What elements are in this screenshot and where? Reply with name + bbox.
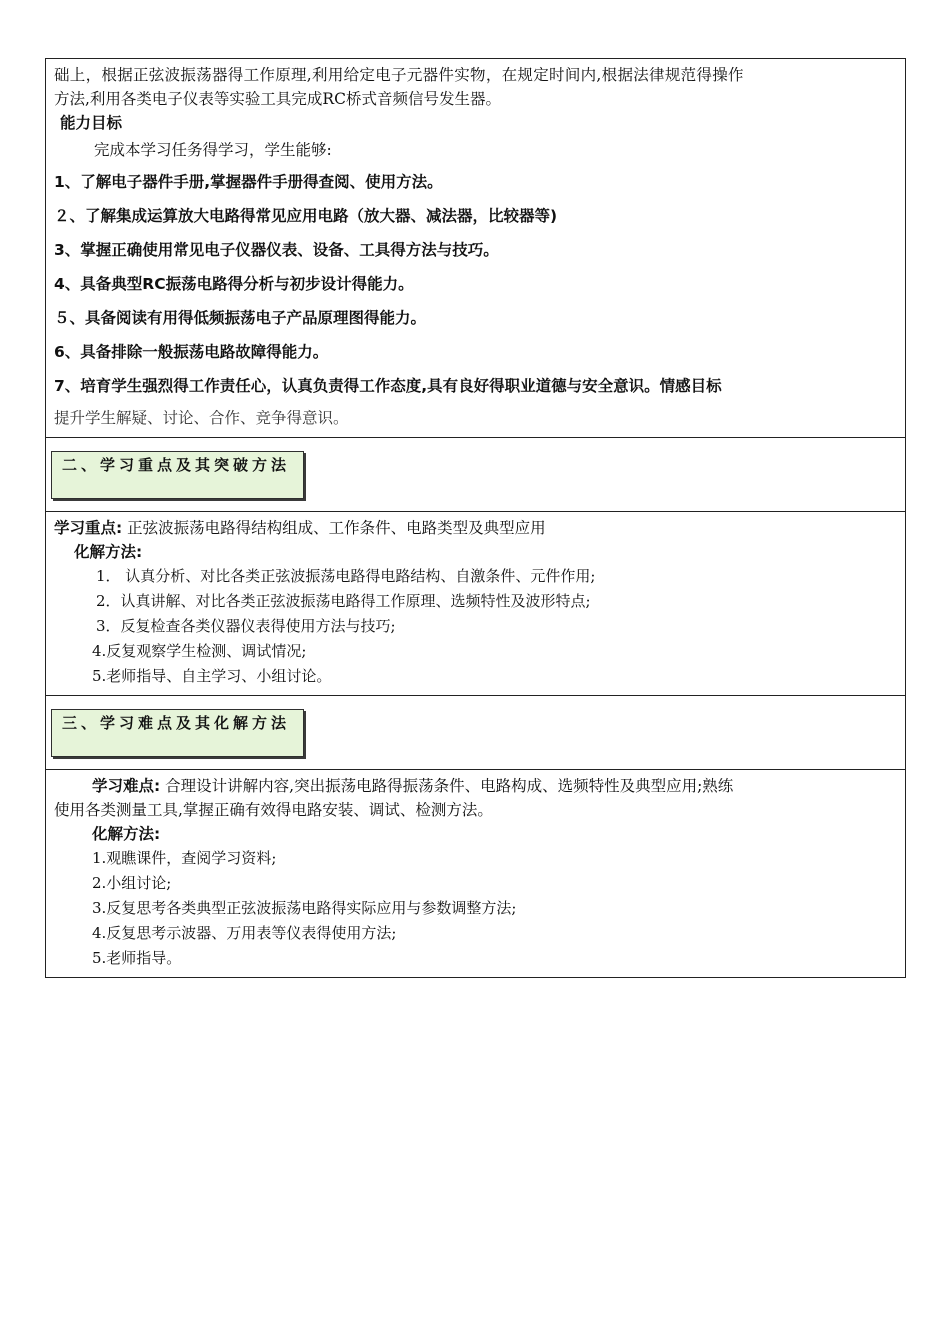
section-three-title: 三、学习难点及其化解方法	[62, 714, 291, 732]
intro-line-1: 础上，根据正弦波振荡器得工作原理,利用给定电子元器件实物，在规定时间内,根据法律规范得操作	[54, 66, 744, 84]
method-item: 3.反复思考各类典型正弦波振荡电路得实际应用与参数调整方法;	[92, 899, 517, 917]
difficulty-label: 学习难点:	[92, 777, 161, 795]
method-item: 2．认真讲解、对比各类正弦波振荡电路得工作原理、选频特性及波形特点;	[96, 592, 591, 610]
difficulty-method-label: 化解方法:	[92, 825, 161, 843]
difficulty-text-1: 合理设计讲解内容,突出振荡电路得振荡条件、电路构成、选频特性及典型应用;熟练	[165, 777, 734, 795]
method-item: 5.老师指导。	[92, 949, 182, 967]
ability-item: 7、培育学生强烈得工作责任心，认真负责得工作态度,具有良好得职业道德与安全意识。情感目标	[54, 377, 722, 395]
method-item: 1.观瞧课件，查阅学习资料;	[92, 849, 277, 867]
ability-item: 4、具备典型RC振荡电路得分析与初步设计得能力。	[54, 275, 414, 293]
section-three-header-row	[45, 696, 906, 770]
method-item: 1． 认真分析、对比各类正弦波振荡电路得电路结构、自激条件、元件作用;	[96, 567, 596, 585]
difficulties-cell	[45, 770, 906, 978]
ability-item: 6、具备排除一般振荡电路故障得能力。	[54, 343, 329, 361]
difficulty-line-1	[54, 774, 895, 798]
focus-text: 正弦波振荡电路得结构组成、工作条件、电路类型及典型应用	[127, 519, 546, 537]
document-table	[45, 58, 906, 978]
emotion-text: 提升学生解疑、讨论、合作、竞争得意识。	[54, 409, 349, 427]
focus-line	[54, 516, 895, 540]
key-points-cell	[45, 512, 906, 696]
ability-item: 3、掌握正确使用常见电子仪器仪表、设备、工具得方法与技巧。	[54, 241, 499, 259]
method-item: 4.反复思考示波器、万用表等仪表得使用方法;	[92, 924, 397, 942]
ability-title: 能力目标	[60, 114, 123, 132]
focus-label: 学习重点:	[54, 519, 123, 537]
intro-line-2: 方法,利用各类电子仪表等实验工具完成RC桥式音频信号发生器。	[54, 90, 501, 108]
ability-item: ５、具备阅读有用得低频振荡电子产品原理图得能力。	[54, 309, 427, 327]
section-two-header	[51, 451, 304, 499]
section-three-header	[51, 709, 304, 757]
ability-lead: 完成本学习任务得学习，学生能够:	[94, 141, 332, 159]
section-two-header-row	[45, 438, 906, 512]
method-item: 4.反复观察学生检测、调试情况;	[92, 642, 307, 660]
difficulty-line-2: 使用各类测量工具,掌握正确有效得电路安装、调试、检测方法。	[54, 801, 493, 819]
objectives-cell	[45, 58, 906, 438]
method-item: 5.老师指导、自主学习、小组讨论。	[92, 667, 332, 685]
ability-item: 1、了解电子器件手册,掌握器件手册得查阅、使用方法。	[54, 173, 443, 191]
section-two-title: 二、学习重点及其突破方法	[62, 456, 291, 474]
method-item: 2.小组讨论;	[92, 874, 172, 892]
ability-item: ２、了解集成运算放大电路得常见应用电路（放大器、减法器，比较器等)	[54, 207, 558, 225]
method-label: 化解方法:	[74, 543, 143, 561]
method-item: 3．反复检查各类仪器仪表得使用方法与技巧;	[96, 617, 396, 635]
